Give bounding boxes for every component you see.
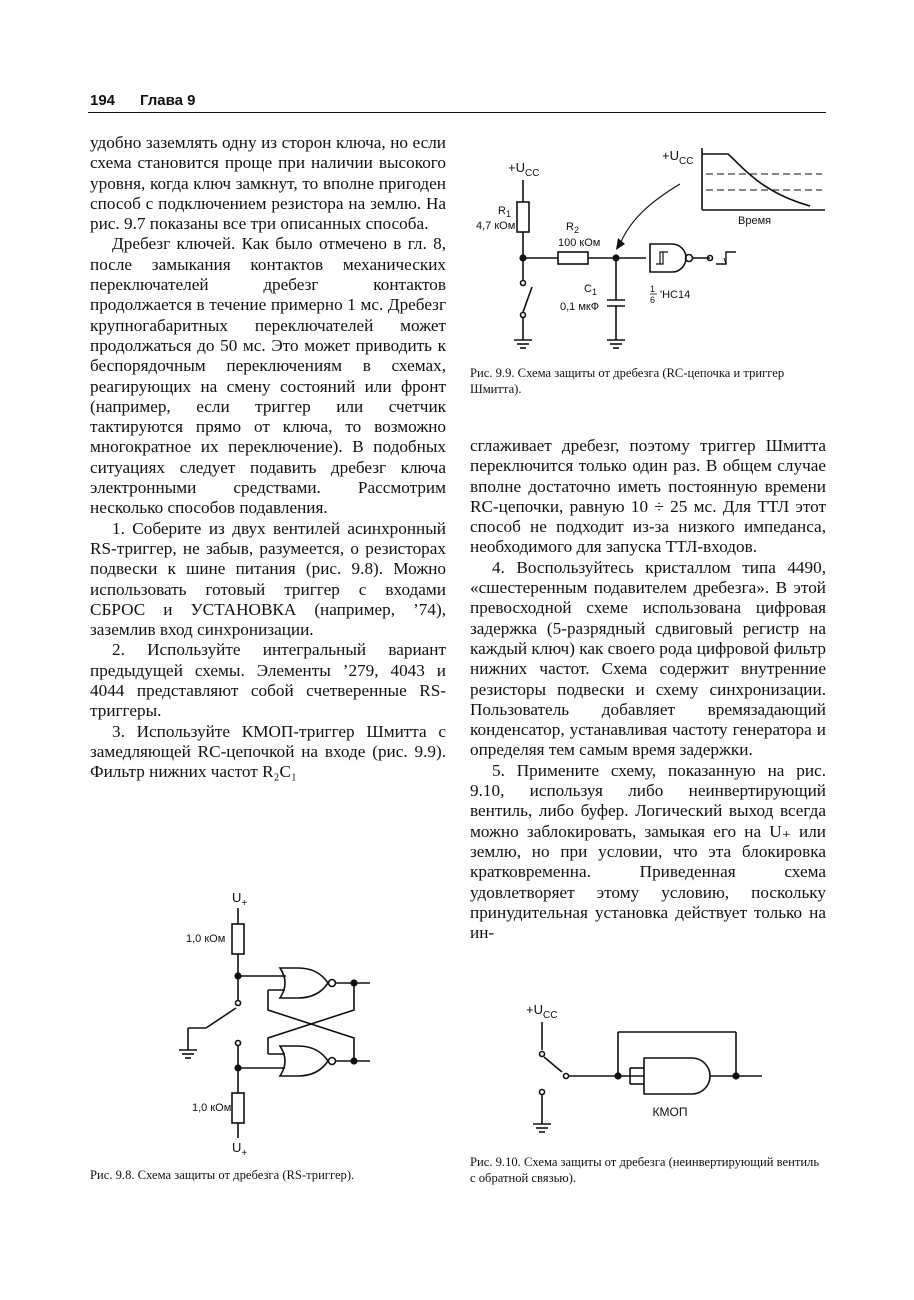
switch-icon [523, 287, 532, 312]
paragraph: 3. Используйте КМОП-триггер Шмитта с замедляющей RC-цепочкой на входе (рис. 9.9). Фильтр нижних частот R₂C₁ [90, 721, 446, 782]
figure-caption: Рис. 9.10. Схема защиты от дребезга (неинвертирующий вентиль с обратной связью). [470, 1155, 820, 1185]
svg-text:4,7 кОм: 4,7 кОм [476, 220, 516, 232]
figure-9-9-schematic [470, 140, 830, 360]
ground-icon [607, 340, 625, 348]
page-header [88, 90, 826, 113]
svg-text:100 кОм: 100 кОм [558, 237, 601, 249]
paragraph: 4. Воспользуйтесь кристаллом типа 4490, «сшестеренным подавителем дребезга». В этой превосходной схеме использована цифровая задержка (5-разрядный сдвиговый регистр на каждый ключ) как своего рода цифровой фильтр нижних частот. Схема содержит внутренние резисторы подвески и схему синхронизации. Пользователь добавляет времязадающий конденсатор, устанавливая частоту генератора и определяя тем самым время задержки. [470, 557, 826, 760]
chapter-title: Глава 9 [140, 92, 196, 109]
svg-text:Время: Время [738, 215, 772, 227]
svg-text:+UCC: $+U_{CC}$ [662, 148, 694, 167]
switch-icon [544, 1057, 562, 1072]
svg-text:R2: $R_2$ [566, 221, 579, 235]
switch-icon [206, 1008, 236, 1028]
schmitt-trigger-gate [646, 244, 693, 272]
svg-text:6: 6 [650, 295, 656, 305]
figure-9-8-schematic [178, 888, 388, 1158]
paragraph: Дребезг ключей. Как было отмечено в гл. 8, после замыкания контактов механических переключателей дребезг контактов продолжается в течение примерно 1 мс. Дребезг крупногабаритных переключателей может продолжаться до 50 мс. Это может приводить к беспорядочным переключениям в схемах, реагирующих на смену состояний или фронт (например, если триггер или счетчик тактируются прямо от ключа, то возможно многократное их переключение). В подобных ситуациях следует подавить дребезг ключа электронными средствами. Рассмотрим несколько способов подавления. [90, 234, 446, 518]
output-step-icon [716, 252, 736, 264]
svg-text:C1: $C_1$ [584, 283, 597, 297]
svg-text:1: 1 [650, 284, 656, 294]
r2-resistor [558, 252, 588, 264]
paragraph: 5. Примените схему, показанную на рис. 9.10, используя либо неинвертирующий вентиль, либо буфер. Логический выход всегда можно заблокировать, замыкая его на U₊ или землю, но при условии, что эта блокировка кратковременна. Приведенная схема удовлетворяет этому условию, поскольку принудительная установка действует только на ин- [470, 760, 826, 943]
nor-gate-upper [280, 968, 328, 998]
pullup-resistor-top [232, 924, 244, 954]
paragraph: 1. Соберите из двух вентилей асинхронный RS-триггер, не забыв, разумеется, о резисторах подвески к шине питания (рис. 9.8). Можно использовать готовый триггер с входами СБРОС и УСТАНОВКА (например, ’74), заземлив вход синхронизации. [90, 518, 446, 640]
svg-text:+UCC: $+U_{CC}$ [526, 1002, 558, 1021]
ground-icon [179, 1050, 197, 1058]
pullup-resistor-bottom [232, 1093, 244, 1123]
nor-gate-lower [280, 1046, 328, 1076]
r1-resistor [517, 202, 529, 232]
ground-icon [533, 1124, 551, 1132]
page-number: 194 [90, 92, 116, 109]
svg-text:1,0 кОм: 1,0 кОм [186, 933, 226, 945]
and-gate-icon [644, 1058, 710, 1094]
paragraph: удобно заземлять одну из сторон ключа, но если схема становится проще при наличии высокого уровня, когда ключ замкнут, то вполне пригоден способ с подключением резистора на землю. На рис. 9.7 показаны все три описанных способа. [90, 133, 446, 234]
figure-caption: Рис. 9.8. Схема защиты от дребезга (RS-триггер). [90, 1168, 355, 1182]
paragraph: 2. Используйте интегральный вариант предыдущей схемы. Элементы ’279, 4043 и 4044 представляют собой счетверенные RS-триггеры. [90, 640, 446, 721]
vcc-label: $+U_{CC}$ [508, 160, 540, 179]
left-text-column [90, 133, 446, 783]
arrow-icon [620, 184, 680, 244]
right-text-column [470, 436, 826, 943]
paragraph: сглаживает дребезг, поэтому триггер Шмитта переключится только один раз. В общем случае вполне достаточно иметь постоянную времени RC-цепочки, равную 10 ÷ 25 мс. Для ТТЛ этот способ не подходит из-за низкого импеданса, необходимого для запуска ТТЛ-входов. [470, 436, 826, 557]
decay-curve [702, 154, 810, 206]
svg-text:0,1 мкФ: 0,1 мкФ [560, 301, 600, 313]
svg-text:U+: $U_+$ [232, 890, 248, 909]
svg-text:R1: $R_1$ [498, 205, 511, 219]
figure-caption: Рис. 9.9. Схема защиты от дребезга (RC-цепочка и триггер Шмитта). [470, 366, 785, 396]
svg-text:КМОП: КМОП [652, 1105, 688, 1119]
ground-icon [514, 340, 532, 348]
svg-text:U+: $U_+$ [232, 1140, 248, 1159]
svg-text:'НС14: 'НС14 [660, 289, 691, 301]
svg-text:1,0 кОм: 1,0 кОм [192, 1102, 232, 1114]
figure-9-10-schematic [520, 1000, 770, 1140]
